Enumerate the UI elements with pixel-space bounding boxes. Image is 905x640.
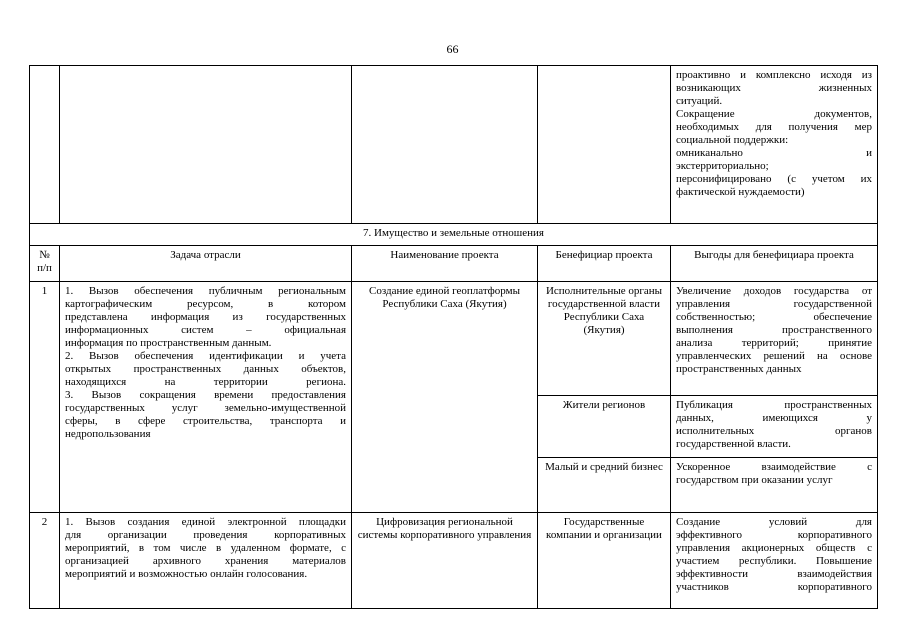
text-line: участием республики. Повышение bbox=[676, 555, 872, 567]
beneficiary-name: Государственные компании и организации bbox=[538, 513, 671, 609]
text-line: 3. Вызов сокращения времени предоставления bbox=[65, 389, 346, 401]
text-line: ситуаций. bbox=[676, 95, 723, 107]
text-line: персонифицировано (с учетом их bbox=[676, 173, 872, 185]
text-line: сферы, в сфере строительства, транспорта и bbox=[65, 415, 346, 427]
beneficiary-name: Малый и средний бизнес bbox=[538, 458, 671, 513]
header-task: Задача отрасли bbox=[60, 246, 352, 282]
text-line: Увеличение доходов государства от bbox=[676, 285, 872, 297]
header-beneficiary: Бенефициар проекта bbox=[538, 246, 671, 282]
text-line: управления акционерных обществ с bbox=[676, 542, 872, 554]
text-line: информация по пространственным данным. bbox=[65, 337, 272, 349]
benefit-cell bbox=[671, 396, 878, 458]
text-line: пространственных данных bbox=[676, 363, 802, 375]
num-cell bbox=[30, 66, 60, 224]
text-line: собственностью; обеспечение bbox=[676, 311, 872, 323]
beneficiary-name: Исполнительные органы государственной власти Республики Саха (Якутия) bbox=[538, 282, 671, 396]
text-line: организацией архивного хранения материалов bbox=[65, 555, 346, 567]
table-row bbox=[30, 282, 878, 396]
text-line: недропользования bbox=[65, 428, 151, 440]
benefit-cell bbox=[671, 282, 878, 396]
text-line: экстерриториально; bbox=[676, 160, 769, 172]
text-line: мероприятий и возможностью онлайн голосования. bbox=[65, 568, 308, 580]
header-benefits: Выгоды для бенефициара проекта bbox=[671, 246, 878, 282]
text-line: мероприятий, в том числе в удаленном формате, с bbox=[65, 542, 346, 554]
text-line: 1. Вызов создания единой электронной площадки bbox=[65, 516, 346, 528]
row-num: 1 bbox=[30, 282, 60, 513]
benefits-text bbox=[676, 69, 872, 199]
benefit-cell bbox=[671, 458, 878, 513]
project-name: Цифровизация региональной системы корпоративного управления bbox=[352, 513, 538, 609]
beneficiary-cell bbox=[538, 66, 671, 224]
text-line: государством при оказании услуг bbox=[676, 474, 833, 486]
text-line: государственной власти. bbox=[676, 438, 791, 450]
text-line: управления государственной bbox=[676, 298, 872, 310]
project-table bbox=[29, 65, 878, 609]
header-num: № п/п bbox=[30, 246, 60, 282]
task-cell bbox=[60, 282, 352, 513]
project-cell bbox=[352, 66, 538, 224]
text-line: социальной поддержки: bbox=[676, 134, 789, 146]
text-line: участников корпоративного bbox=[676, 581, 872, 593]
continued-row bbox=[30, 66, 878, 224]
text-line: представлена информация из государственных bbox=[65, 311, 346, 323]
text-line: управленческих решений на основе bbox=[676, 350, 872, 362]
text-line: возникающих жизненных bbox=[676, 82, 872, 94]
section-title: 7. Имущество и земельные отношения bbox=[30, 224, 878, 246]
text-line: выполнения пространственного bbox=[676, 324, 872, 336]
text-line: Сокращение документов, bbox=[676, 108, 872, 120]
text-line: информационных систем – официальная bbox=[65, 324, 346, 336]
text-line: эффективности взаимодействия bbox=[676, 568, 872, 580]
project-name: Создание единой геоплатформы Республики Саха (Якутия) bbox=[352, 282, 538, 513]
text-line: фактической нуждаемости) bbox=[676, 186, 805, 198]
text-line: находящихся на территории региона. bbox=[65, 376, 346, 388]
text-line: картографическим ресурсом, в котором bbox=[65, 298, 346, 310]
section-row bbox=[30, 224, 878, 246]
text-line: данных, имеющихся у bbox=[676, 412, 872, 424]
text-line: исполнительных органов bbox=[676, 425, 872, 437]
text-line: Ускоренное взаимодействие с bbox=[676, 461, 872, 473]
text-line: для организации проведения корпоративных bbox=[65, 529, 346, 541]
text-line: 2. Вызов обеспечения идентификации и учета bbox=[65, 350, 346, 362]
text-line: государственных услуг земельно-имущественной bbox=[65, 402, 346, 414]
row-num: 2 bbox=[30, 513, 60, 609]
text-line: омниканально и bbox=[676, 147, 872, 159]
text-line: Создание условий для bbox=[676, 516, 872, 528]
table-row bbox=[30, 513, 878, 609]
benefits-cell bbox=[671, 66, 878, 224]
text-line: открытых пространственных данных объектов, bbox=[65, 363, 346, 375]
text-line: 1. Вызов обеспечения публичным региональным bbox=[65, 285, 346, 297]
page-number: 66 bbox=[446, 42, 459, 56]
text-line: Публикация пространственных bbox=[676, 399, 872, 411]
header-project: Наименование проекта bbox=[352, 246, 538, 282]
text-line: эффективного корпоративного bbox=[676, 529, 872, 541]
task-cell bbox=[60, 66, 352, 224]
task-cell bbox=[60, 513, 352, 609]
text-line: анализа территорий; принятие bbox=[676, 337, 872, 349]
header-row bbox=[30, 246, 878, 282]
text-line: проактивно и комплексно исходя из bbox=[676, 69, 872, 81]
text-line: необходимых для получения мер bbox=[676, 121, 872, 133]
beneficiary-name: Жители регионов bbox=[538, 396, 671, 458]
benefit-cell bbox=[671, 513, 878, 609]
